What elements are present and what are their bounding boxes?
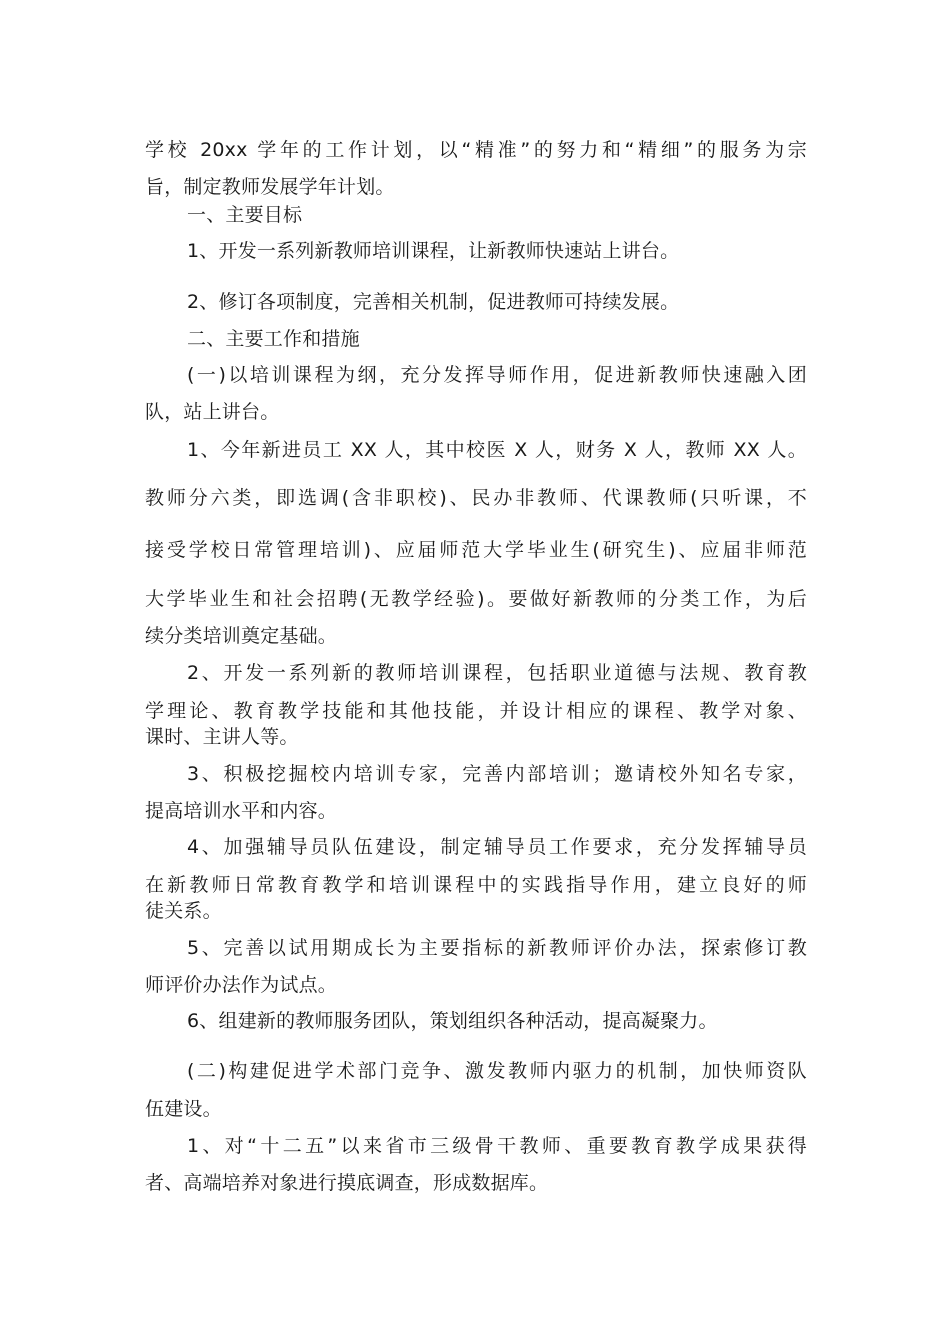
text-line: 5、完善以试用期成长为主要指标的新教师评价办法，探索修订教 — [187, 937, 807, 959]
text-line: (二)构建促进学术部门竞争、激发教师内驱力的机制，加快师资队 — [187, 1060, 807, 1082]
text-line: 续分类培训奠定基础。 — [145, 625, 338, 647]
text-line: 3、积极挖掘校内培训专家，完善内部培训；邀请校外知名专家， — [187, 763, 807, 785]
text-line: 提高培训水平和内容。 — [145, 800, 338, 822]
text-line: 教师分六类，即选调(含非职校)、民办非教师、代课教师(只听课，不 — [145, 487, 807, 509]
text-line: 1、开发一系列新教师培训课程，让新教师快速站上讲台。 — [187, 240, 680, 262]
text-line: 大学毕业生和社会招聘(无教学经验)。要做好新教师的分类工作，为后 — [145, 588, 807, 610]
text-line: 学校 20xx 学年的工作计划，以“精准”的努力和“精细”的服务为宗 — [145, 139, 807, 161]
text-line: 伍建设。 — [145, 1098, 222, 1120]
text-line: (一)以培训课程为纲，充分发挥导师作用，促进新教师快速融入团 — [187, 364, 807, 386]
text-line: 接受学校日常管理培训)、应届师范大学毕业生(研究生)、应届非师范 — [145, 539, 807, 561]
text-line: 1、对“十二五”以来省市三级骨干教师、重要教育教学成果获得 — [187, 1135, 807, 1157]
text-line: 6、组建新的教师服务团队，策划组织各种活动，提高凝聚力。 — [187, 1010, 718, 1032]
text-line: 旨，制定教师发展学年计划。 — [145, 176, 395, 198]
text-line: 2、开发一系列新的教师培训课程，包括职业道德与法规、教育教 — [187, 662, 807, 684]
text-line: 在新教师日常教育教学和培训课程中的实践指导作用，建立良好的师 — [145, 874, 807, 896]
text-line: 1、今年新进员工 XX 人，其中校医 X 人，财务 X 人，教师 XX 人。 — [187, 439, 807, 461]
text-line: 4、加强辅导员队伍建设，制定辅导员工作要求，充分发挥辅导员 — [187, 836, 807, 858]
text-line: 者、高端培养对象进行摸底调查，形成数据库。 — [145, 1172, 549, 1194]
section-heading: 二、主要工作和措施 — [187, 328, 360, 350]
text-line: 课时、主讲人等。 — [145, 726, 299, 748]
text-line: 队，站上讲台。 — [145, 401, 280, 423]
text-line: 徒关系。 — [145, 900, 222, 922]
text-line: 师评价办法作为试点。 — [145, 974, 338, 996]
text-line: 2、修订各项制度，完善相关机制，促进教师可持续发展。 — [187, 291, 680, 313]
section-heading: 一、主要目标 — [187, 204, 303, 226]
text-line: 学理论、教育教学技能和其他技能，并设计相应的课程、教学对象、 — [145, 700, 807, 722]
